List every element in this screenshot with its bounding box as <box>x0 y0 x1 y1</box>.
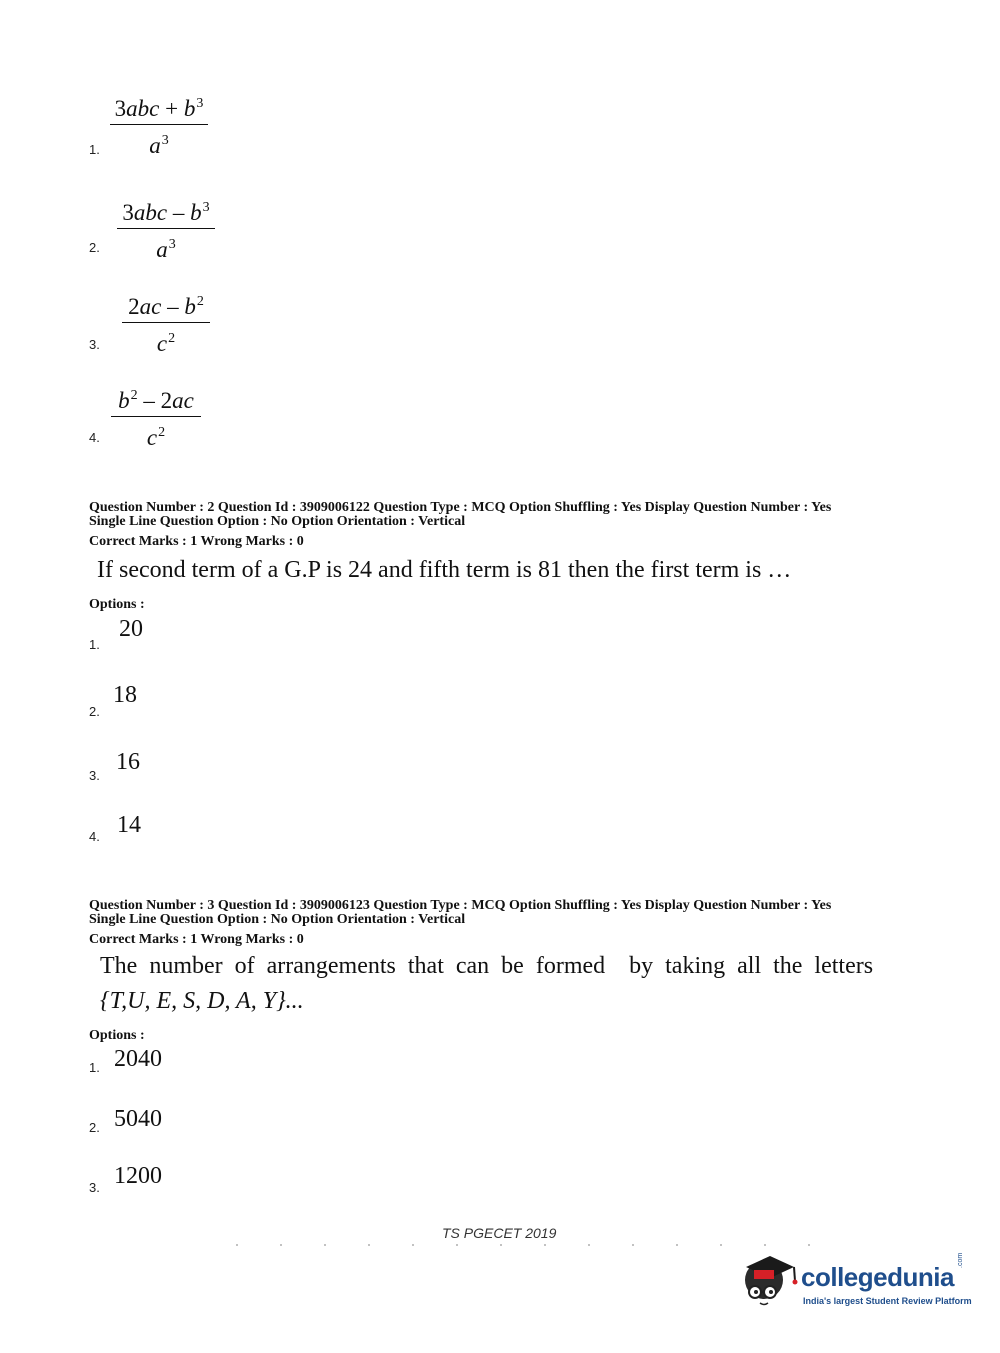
question-meta-line: Question Number : 2 Question Id : 3909006122 Question Type : MCQ Option Shuffling : Yes Display Question Number : Yes <box>89 500 832 515</box>
option-value: 14 <box>117 812 141 838</box>
option-number: 3. <box>89 768 100 783</box>
footer-divider <box>236 1244 816 1246</box>
exam-footer: TS PGECET 2019 <box>442 1225 557 1241</box>
fraction: $3abc + b^3$ $a^3$ <box>110 90 208 159</box>
option-number: 1. <box>89 1060 100 1075</box>
option-number: 3. <box>89 1180 100 1195</box>
question-meta-line: Single Line Question Option : No Option Orientation : Vertical <box>89 912 466 927</box>
question-text-line-2: {T,U, E, S, D, A, Y}... <box>100 988 304 1014</box>
logo-dotcom: .com <box>957 1252 964 1268</box>
question-meta-line: Question Number : 3 Question Id : 3909006123 Question Type : MCQ Option Shuffling : Yes Display Question Number : Yes <box>89 898 832 913</box>
question-meta-line: Single Line Question Option : No Option Orientation : Vertical <box>89 514 466 529</box>
fraction: $b^2 - 2ac$ $c^2$ <box>111 382 201 451</box>
fraction-bar <box>122 322 210 323</box>
fraction: $2ac - b^2$ $c^2$ <box>122 288 210 357</box>
fraction-bar <box>110 124 208 125</box>
option-number: 4. <box>89 829 100 844</box>
options-label: Options : <box>89 597 145 612</box>
logo-wordmark: collegedunia <box>801 1262 954 1292</box>
options-label: Options : <box>89 1028 145 1043</box>
question-text: If second term of a G.P is 24 and fifth term is 81 then the first term is … <box>97 557 792 583</box>
mascot-icon <box>740 1247 802 1309</box>
option-value: 1200 <box>114 1163 162 1189</box>
option-number: 2. <box>89 240 100 255</box>
fraction-bar <box>111 416 201 417</box>
option-value: 18 <box>113 682 137 708</box>
option-number: 1. <box>89 142 100 157</box>
option-number: 4. <box>89 430 100 445</box>
logo-tagline: India's largest Student Review Platform <box>803 1296 972 1306</box>
option-number: 2. <box>89 1120 100 1135</box>
option-value: 20 <box>119 616 143 642</box>
question-marks: Correct Marks : 1 Wrong Marks : 0 <box>89 932 304 947</box>
question-marks: Correct Marks : 1 Wrong Marks : 0 <box>89 534 304 549</box>
option-number: 1. <box>89 637 100 652</box>
fraction: $3abc - b^3$ $a^3$ <box>117 194 215 263</box>
option-value: 2040 <box>114 1046 162 1072</box>
option-number: 2. <box>89 704 100 719</box>
option-value: 16 <box>116 749 140 775</box>
question-text-line-1: The number of arrangements that can be formed by taking all the letters <box>100 953 874 979</box>
option-number: 3. <box>89 337 100 352</box>
option-value: 5040 <box>114 1106 162 1132</box>
fraction-bar <box>117 228 215 229</box>
